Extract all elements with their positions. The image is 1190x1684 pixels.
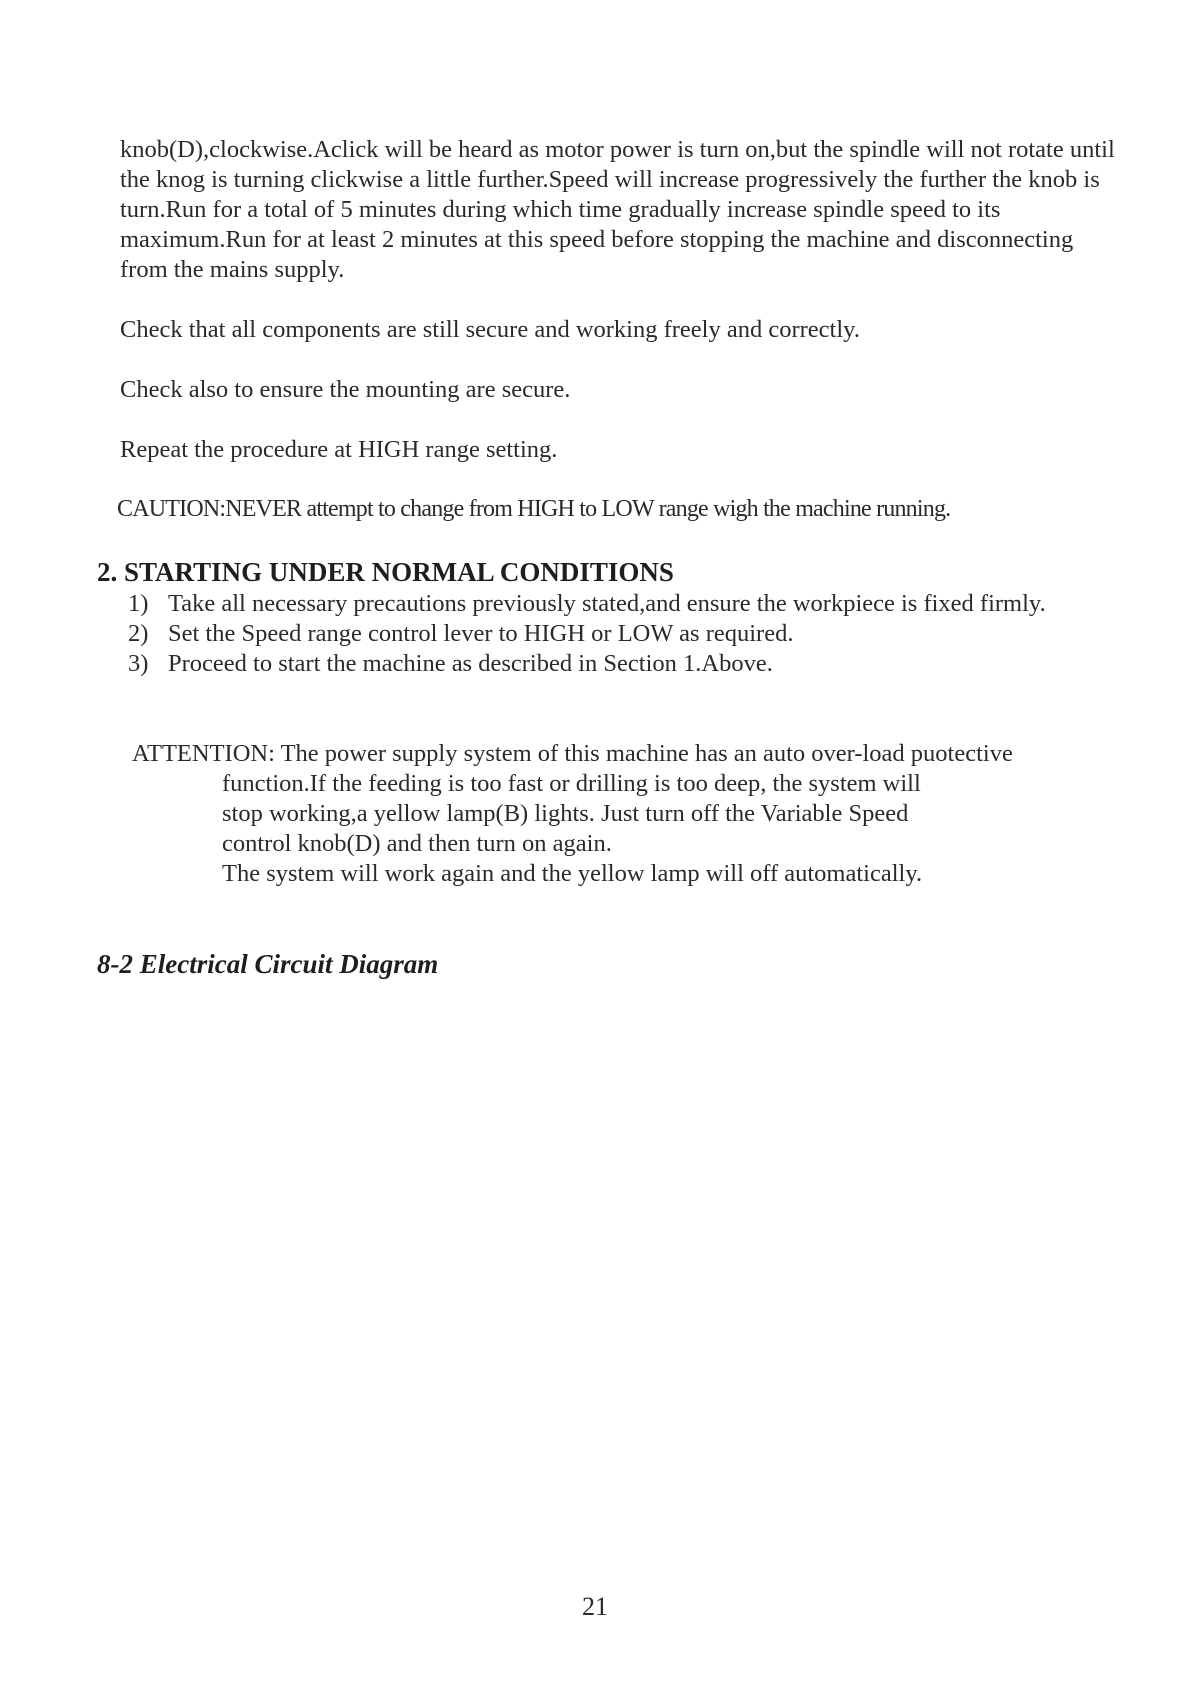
section-heading: 2. STARTING UNDER NORMAL CONDITIONS xyxy=(97,557,674,587)
repeat-procedure-text: Repeat the procedure at HIGH range setting. xyxy=(120,436,558,463)
attention-line: ATTENTION: The power supply system of this machine has an auto over-load puotective xyxy=(132,740,1013,767)
list-item-text: Set the Speed range control lever to HIGH or LOW as required. xyxy=(168,620,794,647)
list-item-number: 2) xyxy=(128,620,149,647)
list-item-number: 3) xyxy=(128,650,149,677)
attention-line: function.If the feeding is too fast or drilling is too deep, the system will xyxy=(222,770,921,797)
page-number: 21 xyxy=(582,1592,608,1621)
steps-list xyxy=(128,589,1128,679)
check-components-text: Check that all components are still secure and working freely and correctly. xyxy=(120,316,860,343)
attention-line: control knob(D) and then turn on again. xyxy=(222,830,612,857)
list-item xyxy=(128,649,1128,679)
attention-note xyxy=(132,739,1132,889)
intro-paragraph: knob(D),clockwise.Aclick will be heard as motor power is turn on,but the spindle will not rotate until the knog is turning clickwise a little further.Speed will increase progressively the further the knob is turn.Run for a total of 5 minutes during which time gradually increase spindle speed to its maximum.Run for at least 2 minutes at this speed before stopping the machine and disconnecting from the mains supply. xyxy=(120,136,1115,283)
list-item-text: Take all necessary precautions previously stated,and ensure the workpiece is fixed firmly. xyxy=(168,590,1046,617)
check-mounting-text: Check also to ensure the mounting are secure. xyxy=(120,376,571,403)
list-item-text: Proceed to start the machine as described in Section 1.Above. xyxy=(168,650,773,677)
attention-line: stop working,a yellow lamp(B) lights. Just turn off the Variable Speed xyxy=(222,800,909,827)
list-item xyxy=(128,589,1128,619)
list-item xyxy=(128,619,1128,649)
attention-line: The system will work again and the yellow lamp will off automatically. xyxy=(222,860,923,887)
list-item-number: 1) xyxy=(128,590,149,617)
diagram-heading: 8-2 Electrical Circuit Diagram xyxy=(97,949,439,979)
caution-note: CAUTION:NEVER attempt to change from HIGH to LOW range wigh the machine running. xyxy=(117,496,951,522)
